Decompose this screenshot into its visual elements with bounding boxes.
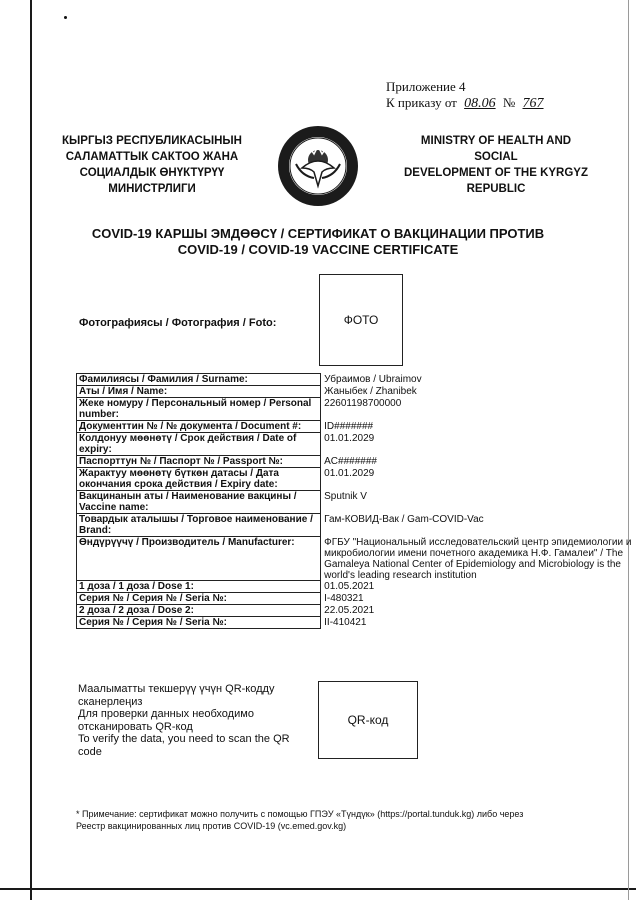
field-value: II-410421 xyxy=(324,616,367,628)
photo-placeholder-text: ФОТО xyxy=(343,313,379,327)
scan-speck xyxy=(64,16,67,19)
title-line1: COVID-19 КАРШЫ ЭМДӨӨСҮ / СЕРТИФИКАТ О ВАКЦИНАЦИИ ПРОТИВ xyxy=(91,226,545,241)
field-value: 22.05.2021 xyxy=(324,604,375,616)
photo-box xyxy=(319,274,403,366)
annex-line2 xyxy=(386,95,548,112)
field-label: Серия № / Серия № / Seria №: xyxy=(77,593,321,605)
qr-placeholder-text: QR-код xyxy=(347,713,389,727)
title-line2: COVID-19 / COVID-19 VACCINE CERTIFICATE xyxy=(177,242,459,257)
table-row xyxy=(77,374,636,386)
field-value: AC####### xyxy=(324,455,377,467)
table-row xyxy=(77,421,636,433)
state-emblem xyxy=(276,124,360,208)
annex-line1: Приложение 4 xyxy=(386,79,466,94)
table-row xyxy=(77,491,636,514)
number-sign: № xyxy=(502,95,516,110)
footnote-line2: Реестр вакцинированных лиц против COVID-19 (vc.emed.gov.kg) xyxy=(76,821,347,831)
field-value: 01.01.2029 xyxy=(324,432,375,444)
emblem-icon xyxy=(276,124,360,208)
certificate-data-table xyxy=(76,373,636,629)
field-value: I-480321 xyxy=(324,592,364,604)
field-label: Товардык аталышы / Торговое наименование / Brand: xyxy=(77,514,321,537)
ministry-ky-line: САЛАМАТТЫК САКТОО ЖАНА xyxy=(65,151,239,163)
field-label: 1 доза / 1 доза / Dose 1: xyxy=(77,581,321,593)
table-row xyxy=(77,581,636,593)
ministry-en-line: DEVELOPMENT OF THE KYRGYZ xyxy=(403,167,588,179)
table-row xyxy=(77,456,636,468)
order-number: 767 xyxy=(522,96,544,111)
field-label: 2 доза / 2 доза / Dose 2: xyxy=(77,605,321,617)
field-value: ФГБУ "Национальный исследовательский центр эпидемиологии и микробиологии имени почетного академика Н.Ф. Гамалеи" / The Gamaleya National Center of Epidemiology and Microbiology is the world's leading research institution xyxy=(324,536,632,581)
field-value: Гам-КОВИД-Вак / Gam-COVID-Vac xyxy=(324,513,484,525)
order-date: 08.06 xyxy=(464,96,496,111)
photo-label: Фотографиясы / Фотография / Foto: xyxy=(79,317,277,329)
ministry-name-kyrgyz xyxy=(52,133,252,197)
field-value: 22601198700000 xyxy=(324,397,402,409)
field-label: Паспорттун № / Паспорт № / Passport №: xyxy=(77,456,321,468)
ministry-en-line: MINISTRY OF HEALTH AND SOCIAL xyxy=(420,135,572,163)
field-label: Колдонуу мөөнөтү / Срок действия / Date of expiry: xyxy=(77,433,321,456)
field-label: Жарактуу мөөнөтү бүткөн датасы / Дата окончания срока действия / Expiry date: xyxy=(77,468,321,491)
field-label: Фамилиясы / Фамилия / Surname: xyxy=(77,374,321,386)
footnote-line1: * Примечание: сертификат можно получить с помощью ГПЭУ «Түндүк» (https://portal.tunduk.kg) либо через xyxy=(76,809,524,819)
qr-code-box[interactable] xyxy=(318,681,418,759)
qr-line-english: To verify the data, you need to scan the QR code xyxy=(78,733,290,758)
table-row xyxy=(77,617,636,629)
qr-instructions xyxy=(78,683,290,758)
field-value: Жаныбек / Zhanibek xyxy=(324,385,417,397)
certificate-title xyxy=(0,226,636,258)
table-row xyxy=(77,605,636,617)
footnote xyxy=(76,808,596,832)
table-row xyxy=(77,433,636,456)
ministry-ky-line: МИНИСТРЛИГИ xyxy=(108,183,196,195)
field-label: Вакцинанын аты / Наименование вакцины / Vaccine name: xyxy=(77,491,321,514)
field-label: Серия № / Серия № / Seria №: xyxy=(77,617,321,629)
table-row xyxy=(77,468,636,491)
field-value: 01.01.2029 xyxy=(324,467,375,479)
table-row xyxy=(77,593,636,605)
ministry-ky-line: СОЦИАЛДЫК ӨНҮКТҮРҮҮ xyxy=(79,167,225,179)
ministry-en-line: REPUBLIC xyxy=(466,183,526,195)
table-row xyxy=(77,386,636,398)
annex-prefix: К приказу от xyxy=(386,95,457,110)
ministry-name-english xyxy=(398,133,594,197)
table-row xyxy=(77,398,636,421)
data-table xyxy=(76,373,636,629)
qr-line-russian: Для проверки данных необходимо отсканировать QR-код xyxy=(78,708,254,733)
field-label: Документтин № / № документа / Document #: xyxy=(77,421,321,433)
field-value: Убраимов / Ubraimov xyxy=(324,373,422,385)
ministry-ky-line: КЫРГЫЗ РЕСПУБЛИКАСЫНЫН xyxy=(62,135,242,147)
table-row xyxy=(77,514,636,537)
field-value: ID####### xyxy=(324,420,374,432)
field-value: Sputnik V xyxy=(324,490,367,502)
field-label: Жеке номуру / Персональный номер / Personal number: xyxy=(77,398,321,421)
field-value: 01.05.2021 xyxy=(324,580,375,592)
qr-line-kyrgyz: Маалыматты текшерүү үчүн QR-кодду сканерлеңиз xyxy=(78,683,275,708)
scan-edge-bottom xyxy=(0,888,636,890)
scan-edge-left xyxy=(30,0,32,900)
annex-block xyxy=(386,79,548,112)
field-label: Аты / Имя / Name: xyxy=(77,386,321,398)
table-row xyxy=(77,537,636,581)
field-label: Өндүрүүчү / Производитель / Manufacturer: xyxy=(77,537,321,581)
